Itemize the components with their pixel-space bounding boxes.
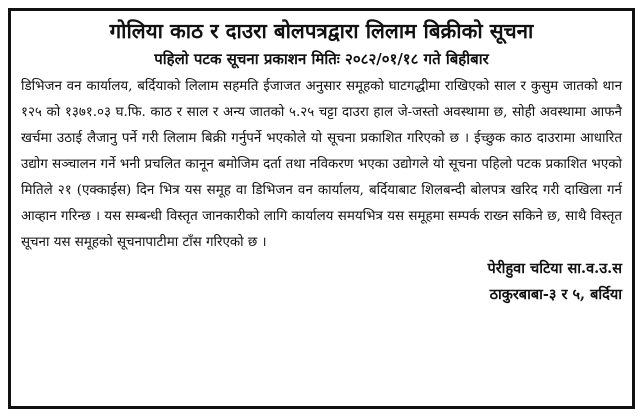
notice-box (8, 8, 635, 409)
notice-publication-date: पहिलो पटक सूचना प्रकाशन मितिः २०८२/०१/१८ गते बिहीबार (154, 50, 489, 68)
signature-organization: पेरीहुवा चटिया सा.व.उ.स (487, 260, 622, 277)
notice-body: डिभिजन वन कार्यालय, बर्दियाको लिलाम सहमति ईजाजत अनुसार समूहको घाटगद्धीमा राखिएको साल र कुसुम जातको थान १२५ को १३७१.०३ घ.फि. काठ र साल र अन्य जातको ५.२५ चट्टा दाउरा हाल जे-जस्तो अवस्थामा छ, सोही अवस्थामा आफनै खर्चमा उठाई लैजानु पर्ने गरी लिलाम बिक्री गर्नुपर्ने भएकोले यो सूचना प्रकाशित गरिएको छ । ईच्छुक काठ दाउरामा आधारित उद्योग सञ्चालन गर्ने भनी प्रचलित कानून बमोजिम दर्ता तथा नविकरण भएका उद्योगले यो सूचना पहिलो पटक प्रकाशित भएको मितिले २१ (एक्काईस) दिन भित्र यस समूह वा डिभिजन वन कार्यालय, बर्दियाबाट शिलबन्दी बोलपत्र खरिद गरी दाखिला गर्न आव्हान गरिन्छ । यस सम्बन्धी विस्तृत जानकारीको लागि कार्यालय समयभित्र यस समूहमा सम्पर्क राख्न सकिने छ, साथै विस्तृत सूचना यस समूहको सूचनापाटीमा टाँस गरिएको छ । (21, 79, 622, 250)
notice-title: गोलिया काठ र दाउरा बोलपत्रद्वारा लिलाम बिक्रीको सूचना (109, 19, 534, 43)
signature-address: ठाकुरबाबा-३ र ५, बर्दिया (489, 286, 622, 303)
